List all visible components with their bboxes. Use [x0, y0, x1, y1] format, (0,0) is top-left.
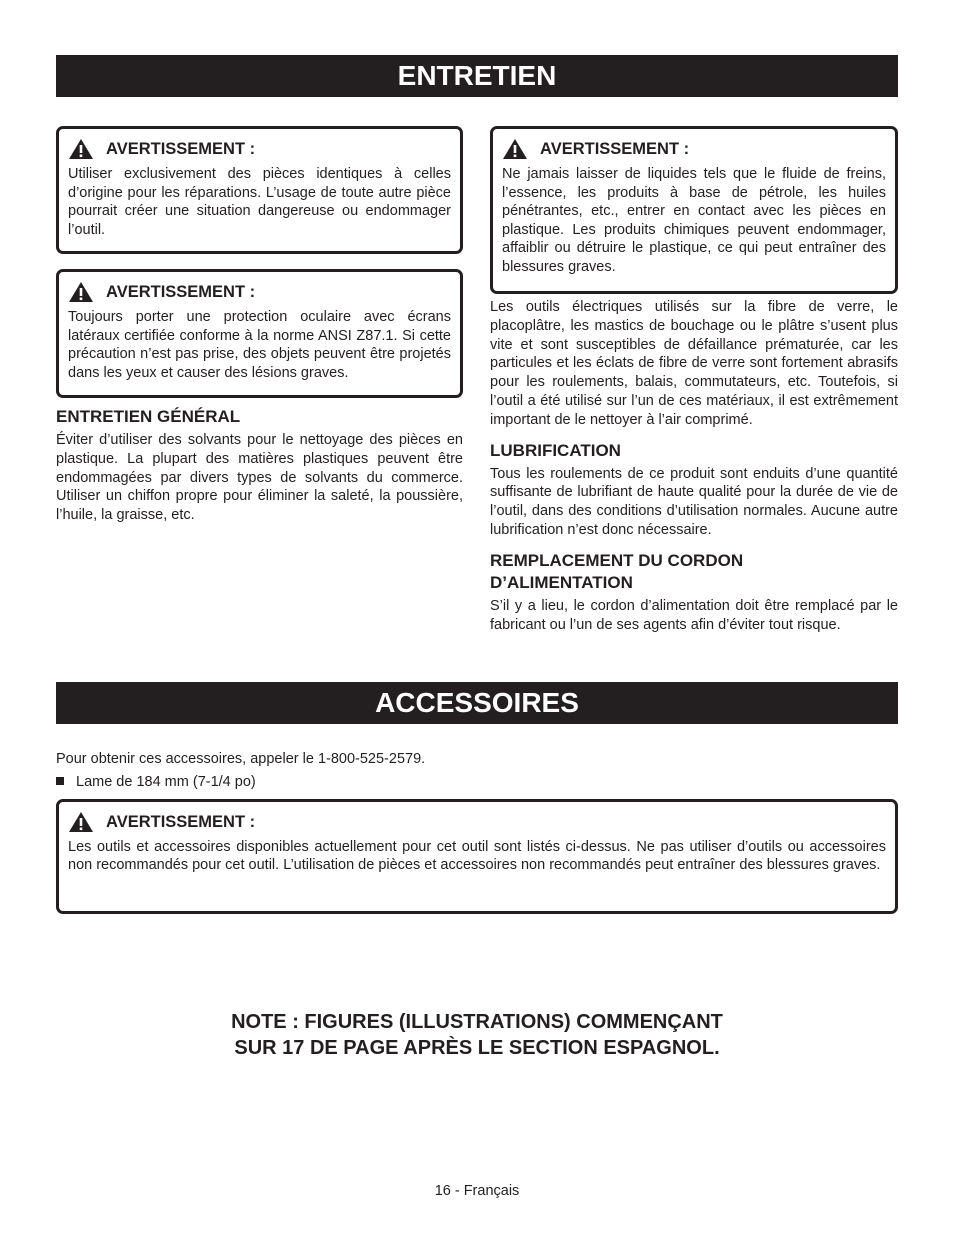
accessories-content [56, 750, 898, 914]
warning-box [56, 269, 463, 398]
paragraph: Les outils électriques utilisés sur la fibre de verre, le placoplâtre, les mastics de bouchage ou le plâtre s’usent plus vite et sont susceptibles de défaillance prématurée, car les particules et les éclats de fibre de verre sont fortement abrasifs pour les roulements, balais, commutateurs, etc. Toutefois, si l’outil a été utilisé sur l’un de ces matériaux, il est extrêmement important de le nettoyer à l’air comprimé. [490, 299, 898, 428]
warning-header [68, 811, 886, 833]
warning-text: Utiliser exclusivement des pièces identiques à celles d’origine pour les réparations. L’usage de toute autre pièce pourrait créer une situation dangereuse ou endommager l’outil. [68, 166, 451, 238]
accessories-intro: Pour obtenir ces accessoires, appeler le 1-800-525-2579. [56, 751, 426, 767]
power-cord-section [490, 550, 898, 635]
lubrication-section [490, 440, 898, 540]
right-column [490, 126, 898, 634]
list-item [56, 773, 898, 792]
warning-box [490, 126, 898, 294]
paragraph: Éviter d’utiliser des solvants pour le nettoyage des pièces en plastique. La plupart des matières plastiques peuvent être endommagées par divers types de solvants du commerce. Utiliser un chiffon propre pour éliminer la saleté, la poussière, l’huile, la graisse, etc. [56, 432, 463, 524]
section-heading: D’ALIMENTATION [490, 572, 633, 592]
bullet-icon [56, 777, 64, 785]
section-heading: ENTRETIEN GÉNÉRAL [56, 407, 241, 426]
warning-box [56, 799, 898, 914]
section-heading: REMPLACEMENT DU CORDON [490, 550, 744, 570]
page-number: 16 - Français [434, 1183, 520, 1199]
section-title: ENTRETIEN [397, 60, 557, 91]
section-title: ACCESSOIRES [375, 687, 579, 718]
warning-triangle-icon [68, 281, 94, 303]
warning-label: AVERTISSEMENT : [106, 283, 256, 301]
warning-header [68, 281, 451, 303]
warning-box [56, 126, 463, 254]
note-line: SUR 17 DE PAGE APRÈS LE SECTION ESPAGNOL. [234, 1037, 720, 1059]
general-maintenance-section [56, 406, 463, 525]
warning-label: AVERTISSEMENT : [106, 812, 256, 831]
note-line: NOTE : FIGURES (ILLUSTRATIONS) COMMENÇANT [231, 1011, 723, 1033]
warning-text: Les outils et accessoires disponibles actuellement pour cet outil sont listés ci-dessus. Ne pas utiliser d’outils ou accessoires non recommandés pour cet outil. L’utilisation de pièces et accessoires non recommandés peut entraîner des blessures graves. [68, 838, 886, 874]
section-heading: LUBRIFICATION [490, 440, 621, 460]
warning-label: AVERTISSEMENT : [106, 140, 256, 158]
section-banner-entretien [56, 55, 898, 97]
list-item-text: Lame de 184 mm (7-1/4 po) [76, 773, 256, 790]
warning-triangle-icon [68, 138, 94, 160]
left-column [56, 126, 463, 525]
warning-triangle-icon [68, 811, 94, 833]
section-banner-accessoires [56, 682, 898, 724]
figures-note [0, 1009, 954, 1061]
paragraph: S’il y a lieu, le cordon d’alimentation doit être remplacé par le fabricant ou l’un de ses agents afin d’éviter tout risque. [490, 597, 898, 633]
warning-text: Toujours porter une protection oculaire avec écrans latéraux certifiée conforme à la norme ANSI Z87.1. Si cette précaution n’est pas prise, des objets peuvent être projetés dans les yeux et causer des lésions graves. [68, 309, 451, 381]
warning-label: AVERTISSEMENT : [540, 140, 690, 158]
paragraph: Tous les roulements de ce produit sont enduits d’une quantité suffisante de lubrifiant de haute qualité pour la durée de vie de l’outil, dans des conditions d’utilisation normales. Aucune autre lubrification n’est donc nécessaire. [490, 465, 898, 538]
warning-header [502, 138, 886, 160]
warning-text: Ne jamais laisser de liquides tels que le fluide de freins, l’essence, les produits à base de pétrole, les huiles pénétrantes, etc., entrer en contact avec les pièces en plastique. Les produits chimiques peuvent endommager, affaiblir ou détruire le plastique, ce qui peut entraîner des blessures graves. [502, 166, 886, 275]
warning-header [68, 138, 451, 160]
warning-triangle-icon [502, 138, 528, 160]
